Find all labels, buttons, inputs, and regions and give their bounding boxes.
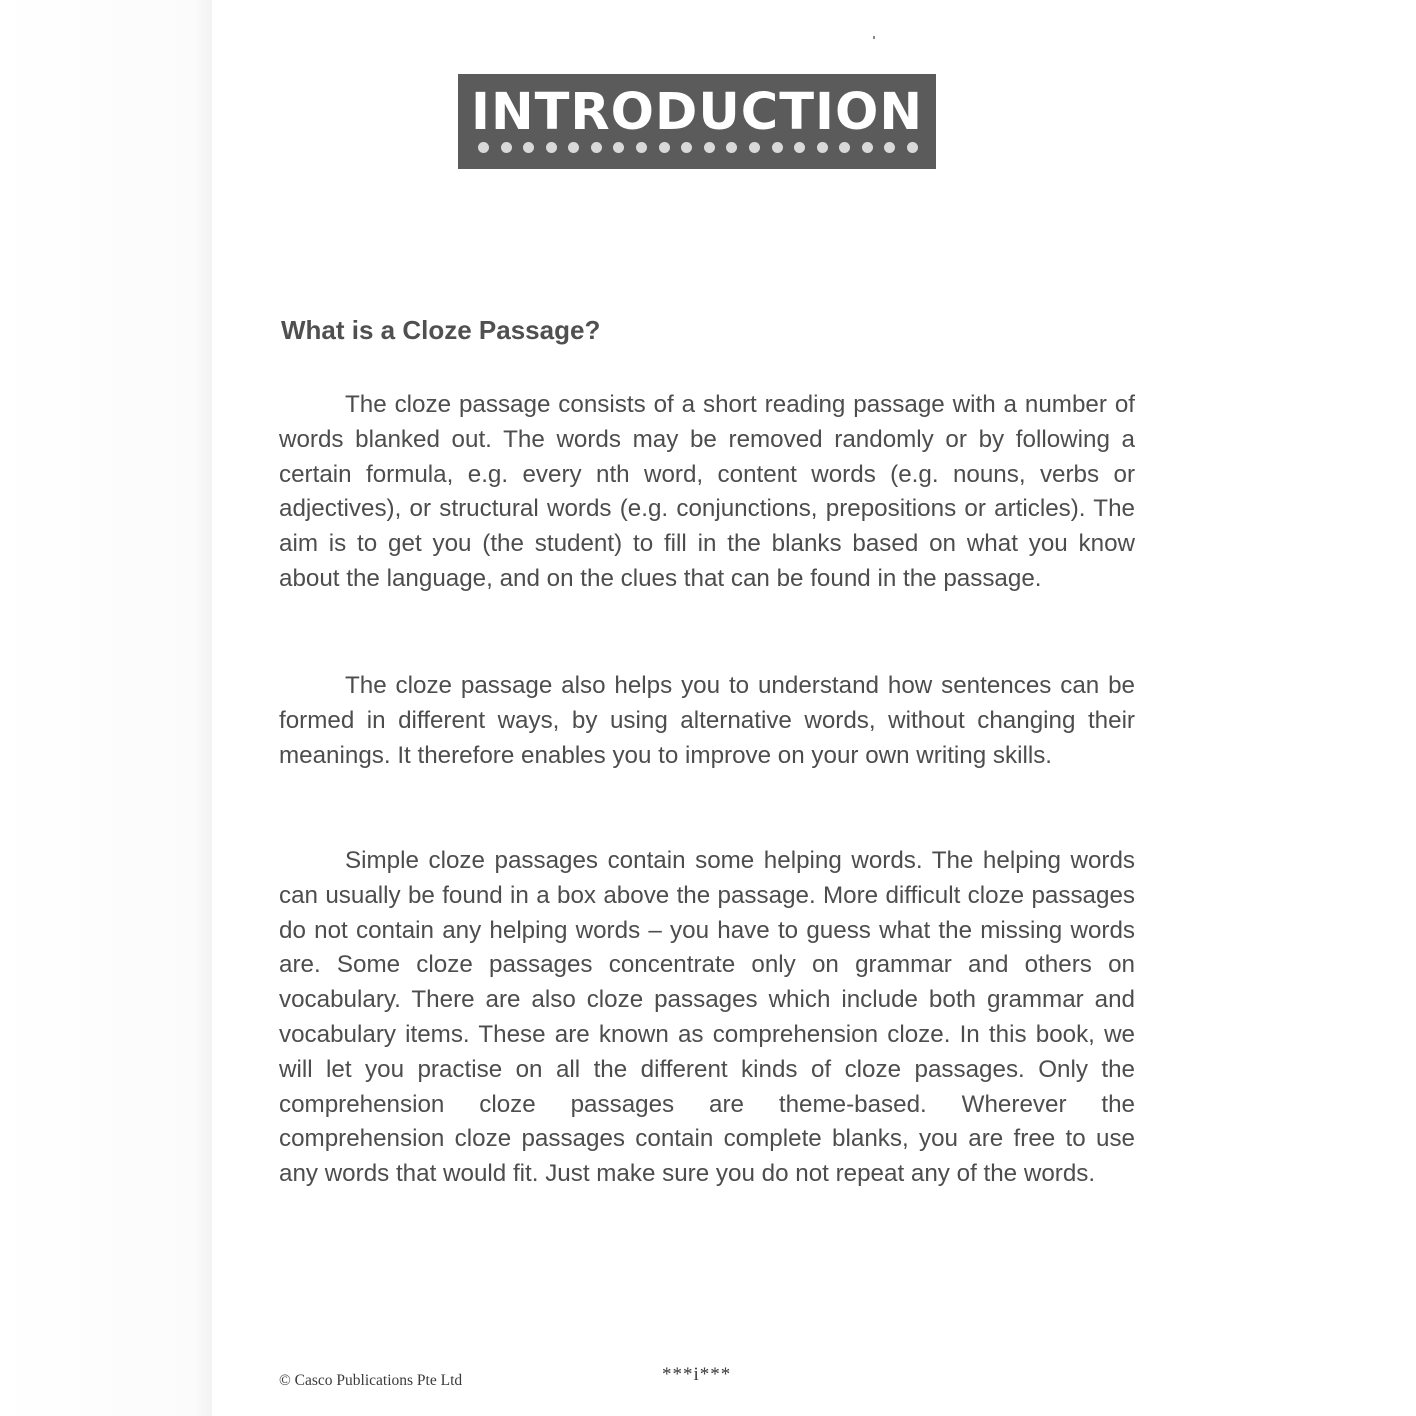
banner-dot <box>772 142 783 153</box>
paragraph-types: Simple cloze passages contain some helping words. The helping words can usually be found in a box above the passage. More difficult cloze passages do not contain any helping words – you have to guess what the missing words are. Some cloze passages concentrate only on grammar and others on vocabulary. There are also cloze passages which include both grammar and vocabulary items. These are known as comprehension cloze. In this book, we will let you practise on all the different kinds of cloze passages. Only the comprehension cloze passages are theme-based. Wherever the comprehension cloze passages contain complete blanks, you are free to use any words that would fit. Just make sure you do not repeat any of the words. <box>279 847 1135 1188</box>
banner-dot <box>817 142 828 153</box>
banner-dot <box>726 142 737 153</box>
page-margin-shadow <box>0 0 212 1416</box>
paragraph-benefits: The cloze passage also helps you to understand how sentences can be formed in different ways, by using alternative words, without changing their meanings. It therefore enables you to improve on your own writing skills. <box>279 672 1135 769</box>
banner-dot <box>839 142 850 153</box>
banner-dot <box>568 142 579 153</box>
banner-dot <box>546 142 557 153</box>
banner-dot <box>884 142 895 153</box>
banner-dot <box>794 142 805 153</box>
scan-speck <box>873 36 875 39</box>
banner-dot <box>636 142 647 153</box>
introduction-banner <box>458 74 936 169</box>
banner-title: INTRODUCTION <box>470 83 924 142</box>
banner-dot <box>523 142 534 153</box>
section-heading: What is a Cloze Passage? <box>281 315 601 345</box>
banner-dots <box>478 140 918 154</box>
banner-dot <box>591 142 602 153</box>
banner-dot <box>501 142 512 153</box>
banner-dot <box>749 142 760 153</box>
paragraph-definition: The cloze passage consists of a short reading passage with a number of words blanked out. The words may be removed randomly or by following a certain formula, e.g. every nth word, content words (e.g. nouns, verbs or adjectives), or structural words (e.g. conjunctions, prepositions or articles). The aim is to get you (the student) to fill in the blanks based on what you know about the language, and on the clues that can be found in the passage. <box>279 391 1135 592</box>
copyright-notice: © Casco Publications Pte Ltd <box>279 1372 463 1389</box>
banner-dot <box>478 142 489 153</box>
banner-dot <box>862 142 873 153</box>
banner-dot <box>613 142 624 153</box>
page-number: ***i*** <box>662 1364 732 1385</box>
banner-dot <box>704 142 715 153</box>
banner-dot <box>681 142 692 153</box>
banner-dot <box>907 142 918 153</box>
banner-dot <box>659 142 670 153</box>
